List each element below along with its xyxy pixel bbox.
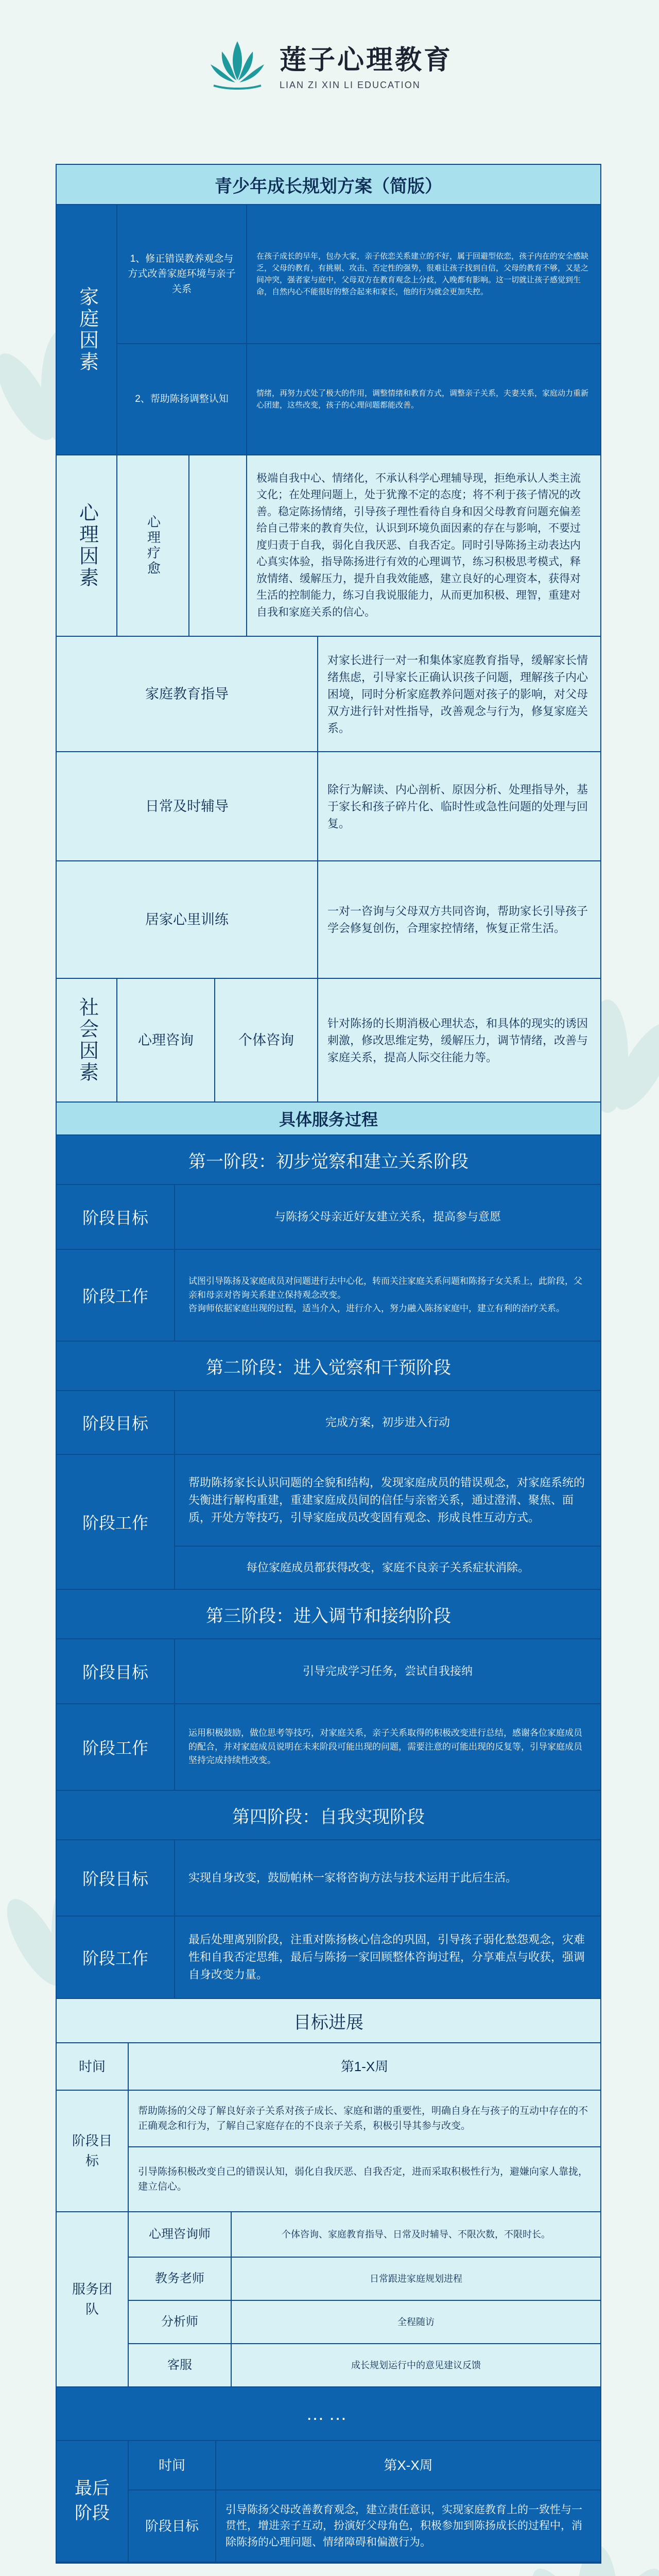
phase-goal-text: 引导完成学习任务，尝试自我接纳 — [175, 1639, 600, 1704]
family-item-text: 在孩子成长的早年，包办大家，亲子依恋关系建立的不好，属于回避型依恋，孩子内在的安全感缺乏，父母的教育，有挑剔、攻击、否定性的强势，很难让孩子找到自信，父母的教育不够，又是之间冲突，强者家与庭中，父母双方在教育观念上分歧，入晚都有影响。这一切就让孩子感觉到生命，自然内心不能很好的整合起来和家长，他的行为就会更加失控。 — [247, 205, 600, 344]
phase-title: 第四阶段：自我实现阶段 — [57, 1791, 600, 1840]
social-text: 针对陈扬的长期消极心理状态，和具体的现实的诱因刺激，修改思维定势，缓解压力，调节情绪，改善与家庭关系，提高人际交往能力等。 — [318, 979, 600, 1103]
service-process-section — [57, 1103, 600, 1999]
family-guidance-text: 对家长进行一对一和集体家庭教育指导，缓解家长情绪焦虑，引导家长正确认识孩子问题，理解孩子内心困境，同时分析家庭教养问题对孩子的影响，对父母双方进行针对性指导，改善观念与行为，修复家庭关系。 — [318, 637, 600, 752]
family-item-text: 情绪，再努力式处了极大的作用，调整情绪和教育方式，调整亲子关系，夫妻关系，家庭动力重新心团建，这些改变，孩子的心理问题都能改善。 — [247, 344, 600, 455]
phase-goal-row — [57, 1639, 600, 1704]
phase-work-stack — [175, 1455, 600, 1590]
lotus-logo-icon — [206, 36, 268, 93]
phase-work-text: 帮助陈扬家长认识问题的全貌和结构，发现家庭成员的错误观念，对家庭系统的失衡进行解构重建，重建家庭成员间的信任与亲密关系，通过澄清、聚焦、面质，开处方等技巧，引导家庭成员改变固有观念、形成良性互动方式。 — [175, 1455, 600, 1547]
phase-goal-label: 阶段目标 — [57, 1185, 175, 1250]
last-time-label: 时间 — [129, 2441, 216, 2490]
progress-week: 第1-X周 — [129, 2043, 600, 2091]
daily-guidance-label: 日常及时辅导 — [57, 752, 318, 861]
team-duty: 个体咨询、家庭教育指导、日常及时辅导、不限次数，不限时长。 — [232, 2212, 600, 2258]
page-header — [0, 0, 659, 129]
progress-goal-text: 帮助陈扬的父母了解良好亲子关系对孩子成长、家庭和谐的重要性，明确自身在与孩子的互动中存在的不正确观念和行为，了解自己家庭存在的不良亲子关系，积极引导其参与改变。 — [129, 2091, 600, 2147]
ellipsis-row: …… — [57, 2387, 600, 2441]
phase-work-row — [57, 1704, 600, 1791]
guidance-section — [57, 637, 600, 979]
team-duty: 成长规划运行中的意见建议反馈 — [232, 2344, 600, 2387]
plan-document — [56, 164, 601, 2564]
document-title: 青少年成长规划方案（简版） — [57, 165, 600, 205]
goal-progress-section — [57, 1999, 600, 2563]
phase-goal-label: 阶段目标 — [57, 1391, 175, 1455]
phase-goal-label: 阶段目标 — [57, 1639, 175, 1704]
phase-goal-row — [57, 1185, 600, 1250]
service-team-grid — [57, 2212, 600, 2387]
last-week: 第X-X周 — [216, 2441, 600, 2490]
brand-name: 莲子心理教育 — [279, 45, 453, 76]
psych-text: 极端自我中心、情绪化，不承认科学心理辅导现，拒绝承认人类主流文化；在处理问题上，处于犹豫不定的态度；将不利于孩子情况的改善。稳定陈扬情绪，引导孩子理性看待自身和因父母教育问题充偏差给自己带来的教育失位，认识到环境负面因素的存在与影响，不要过度归责于自我，弱化自我厌恶、自我否定。同时引导陈扬主动表达内心真实体验，指导陈扬进行有效的心理调节，练习积极思考模式，释放情绪、缓解压力，提升自我效能感，建立良好的心理资本，获得对生活的控制能力，练习自我说服能力，从而更加积极、理智，重建对自我和家庭关系的信心。 — [247, 455, 600, 637]
last-goal-text: 引导陈扬父母改善教育观念，建立责任意识，实现家庭教育上的一致性与一贯性，增进亲子互动，扮演好父母角色，积极参加到陈扬成长的过程中，消除陈扬的心理问题、情绪障碍和偏激行为。 — [216, 2490, 600, 2563]
phase-work-label: 阶段工作 — [57, 1704, 175, 1791]
last-stage-grid — [57, 2441, 600, 2563]
progress-goal-label: 阶段目标 — [57, 2091, 129, 2212]
parent-training-text: 一对一咨询与父母双方共同咨询，帮助家长引导孩子学会修复创伤，合理家控情绪，恢复正常生活。 — [318, 861, 600, 979]
social-subsub-label: 个体咨询 — [215, 979, 318, 1103]
progress-title: 目标进展 — [57, 1999, 600, 2043]
phase-work-text: 最后处理离别阶段，注重对陈扬核心信念的巩固，引导孩子弱化愁怨观念，灾难性和自我否定思维，最后与陈扬一家回顾整体咨询过程，分享难点与收获，强调自身改变力量。 — [175, 1917, 600, 1999]
phase-goal-text: 与陈扬父母亲近好友建立关系，提高参与意愿 — [175, 1185, 600, 1250]
psych-factors-section — [57, 455, 600, 637]
social-category-text: 社会因素 — [76, 997, 98, 1083]
family-item-label: 2、帮助陈扬调整认知 — [117, 344, 247, 455]
brand-logo — [206, 36, 453, 93]
last-goal-label: 阶段目标 — [129, 2490, 216, 2563]
last-stage-label-text: 最后阶段 — [75, 2479, 110, 2523]
team-role: 教务老师 — [129, 2258, 232, 2301]
family-category-label — [57, 205, 117, 455]
family-item-label: 1、修正错误教养观念与方式改善家庭环境与亲子关系 — [117, 205, 247, 344]
phase-goal-row — [57, 1391, 600, 1455]
phase-work-label: 阶段工作 — [57, 1455, 175, 1590]
phase-goal-text: 实现自身改变，鼓励帕林一家将咨询方法与技术运用于此后生活。 — [175, 1840, 600, 1917]
phase-work-extra: 每位家庭成员都获得改变，家庭不良亲子关系症状消除。 — [175, 1547, 600, 1589]
psych-category-label — [57, 455, 117, 637]
team-duty: 日常跟进家庭规划进程 — [232, 2258, 600, 2301]
phase-work-text: 运用积极鼓励，做位思考等技巧，对家庭关系，亲子关系取得的积极改变进行总结，感谢各位家庭成员的配合，并对家庭成员说明在未来阶段可能出现的问题，需要注意的可能出现的反复等，引导家庭成员坚持完成持续性改变。 — [175, 1704, 600, 1791]
brand-subtitle: LIAN ZI XIN LI EDUCATION — [279, 80, 421, 90]
phase-work-row — [57, 1917, 600, 1999]
team-role: 分析师 — [129, 2301, 232, 2344]
phase-work-row — [57, 1455, 600, 1590]
process-title: 具体服务过程 — [57, 1103, 600, 1136]
psych-sub-label — [117, 455, 189, 637]
psych-category-text: 心理因素 — [76, 502, 98, 589]
phase-work-text: 试图引导陈扬及家庭成员对问题进行去中心化，转而关注家庭关系问题和陈扬子女关系上，此阶段，父亲和母亲对咨询关系建立保持观念改变。 咨询师依据家庭出现的过程，适当介入，进行介入，努力融入陈扬家庭中，建立有利的治疗关系。 — [175, 1250, 600, 1342]
phase-title: 第二阶段：进入觉察和干预阶段 — [57, 1342, 600, 1391]
daily-guidance-text: 除行为解读、内心剖析、原因分析、处理指导外，基于家长和孩子碎片化、临时性或急性问题的处理与回复。 — [318, 752, 600, 861]
phase-goal-row — [57, 1840, 600, 1917]
team-role: 客服 — [129, 2344, 232, 2387]
parent-training-label: 居家心里训练 — [57, 861, 318, 979]
phase-work-row — [57, 1250, 600, 1342]
phase-goal-label: 阶段目标 — [57, 1840, 175, 1917]
team-role: 心理咨询师 — [129, 2212, 232, 2258]
phase-work-label: 阶段工作 — [57, 1917, 175, 1999]
family-category-text: 家庭因素 — [76, 286, 98, 373]
last-stage-label — [57, 2441, 129, 2563]
phase-title: 第一阶段：初步觉察和建立关系阶段 — [57, 1136, 600, 1185]
progress-time-label: 时间 — [57, 2043, 129, 2091]
psych-sub-text: 心理疗愈 — [145, 515, 161, 577]
phase-title: 第三阶段：进入调节和接纳阶段 — [57, 1590, 600, 1639]
family-factors-section — [57, 205, 600, 455]
social-factors-section — [57, 979, 600, 1103]
team-label: 服务团队 — [57, 2212, 129, 2387]
phase-goal-text: 完成方案，初步进入行动 — [175, 1391, 600, 1455]
psych-spacer — [189, 455, 247, 637]
team-duty: 全程随访 — [232, 2301, 600, 2344]
social-category-label — [57, 979, 117, 1103]
progress-grid — [57, 2043, 600, 2212]
progress-goal-text: 引导陈扬积极改变自己的错误认知，弱化自我厌恶、自我否定，进而采取积极性行为，避嫌向家人靠拢，建立信心。 — [129, 2147, 600, 2212]
social-sub-label: 心理咨询 — [117, 979, 215, 1103]
phase-work-label: 阶段工作 — [57, 1250, 175, 1342]
family-guidance-label: 家庭教育指导 — [57, 637, 318, 752]
